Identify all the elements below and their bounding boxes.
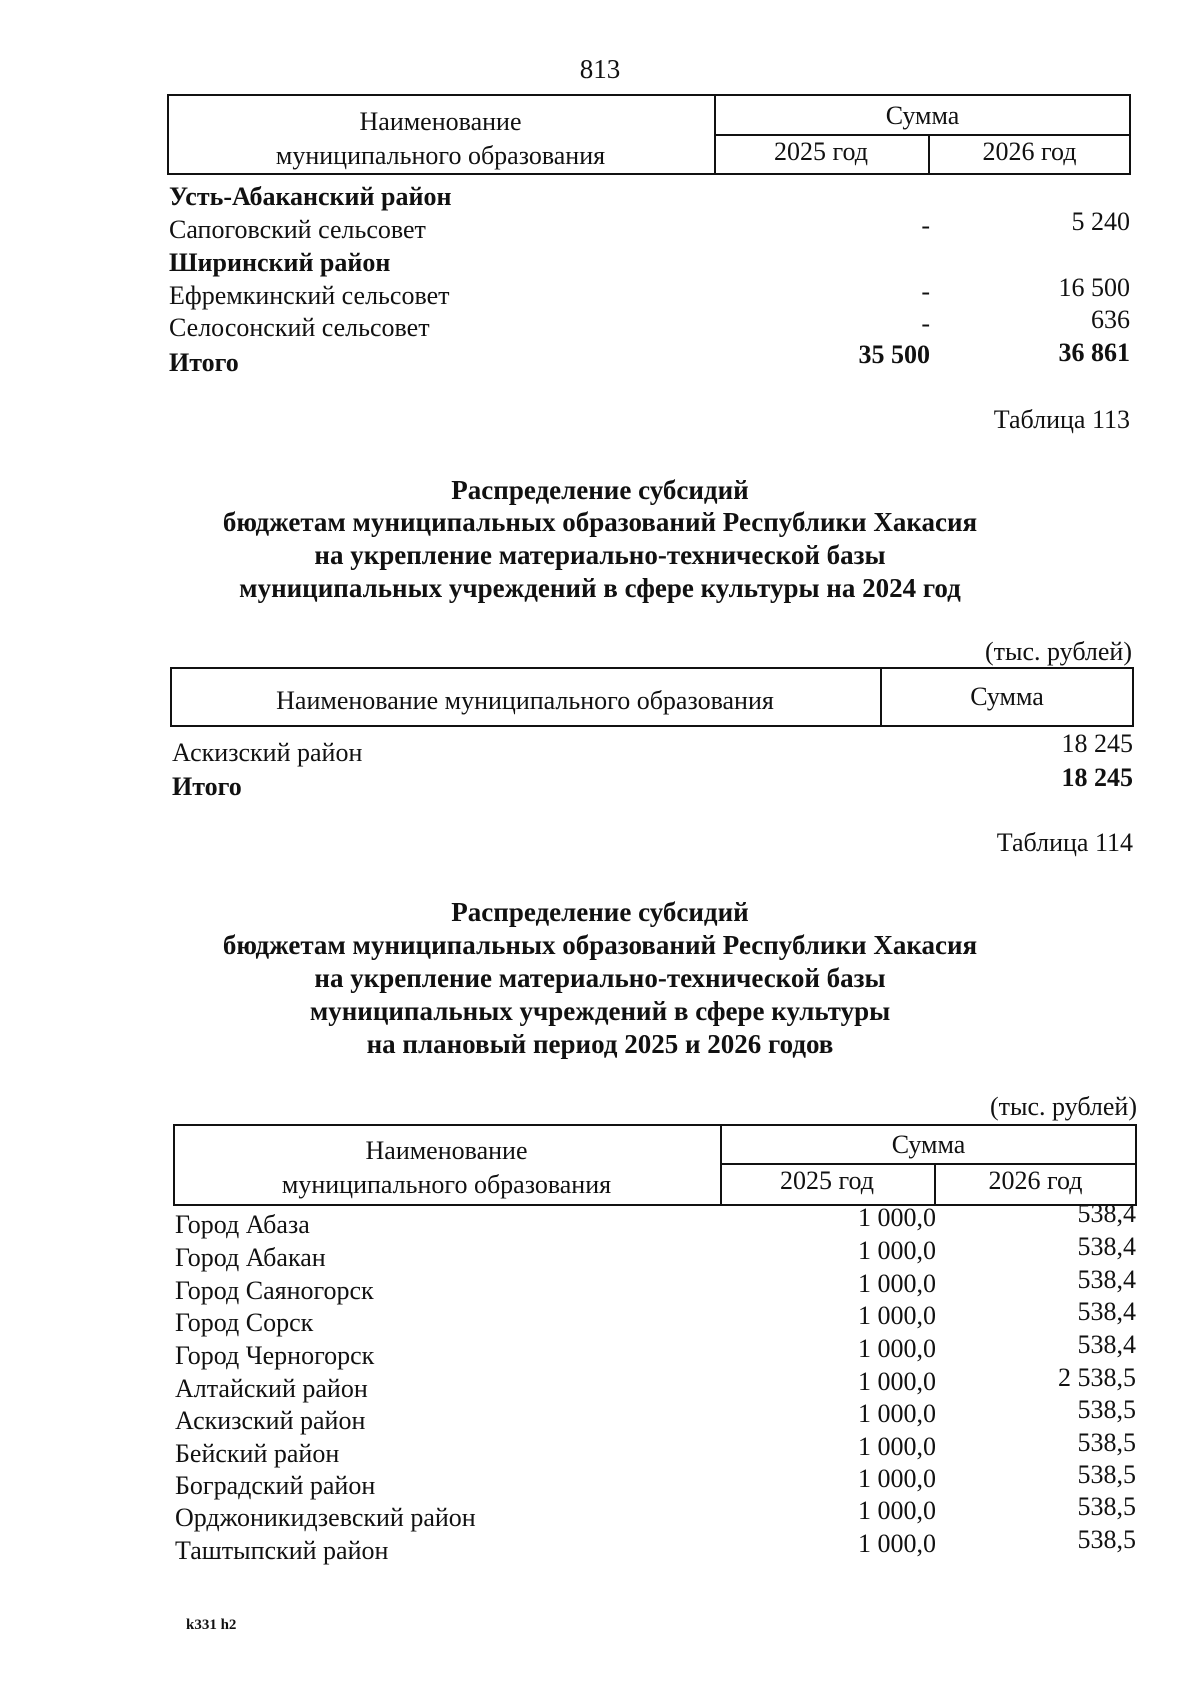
table-row-value-2026: 2 538,5 <box>1058 1363 1136 1392</box>
table-row-name: Аскизский район <box>175 1406 366 1435</box>
units-label: (тыс. рублей) <box>989 1092 1137 1121</box>
table-row-value-2025: 1 000,0 <box>858 1236 936 1265</box>
table-row-value-2026: 538,5 <box>1077 1395 1136 1424</box>
table-row-name: Селосонский сельсовет <box>169 313 430 342</box>
table-row-value-2025: 1 000,0 <box>858 1496 936 1525</box>
table-row-name: Город Саяногорск <box>175 1276 374 1305</box>
table-row-name: Город Черногорск <box>175 1341 375 1370</box>
header-name-line2: муниципального образования <box>281 1170 612 1199</box>
table-row-value-2025: 1 000,0 <box>858 1367 936 1396</box>
table-row-value-2026: 36 861 <box>1058 338 1130 367</box>
table-row-value-2026: 538,5 <box>1077 1460 1136 1489</box>
table-caption: Таблица 113 <box>993 405 1130 434</box>
table-row-name: Таштыпский район <box>175 1536 389 1565</box>
table-row-value-2026: 538,4 <box>1077 1232 1136 1261</box>
table-title-line: бюджетам муниципальных образований Республики Хакасия <box>222 507 978 537</box>
table-title-line: муниципальных учреждений в сфере культуры <box>309 996 891 1026</box>
header-year-2026: 2026 год <box>988 1166 1083 1195</box>
table-row-value-2025: - <box>921 277 930 306</box>
table-row-value-2026: 538,4 <box>1077 1265 1136 1294</box>
header-name: Наименование муниципального образования <box>276 686 774 715</box>
header-name-line1: Наименование <box>359 107 522 136</box>
table-row-value-2026: 538,5 <box>1077 1492 1136 1521</box>
table-title-line: Распределение субсидий <box>451 475 749 505</box>
header-name-line2: муниципального образования <box>275 141 606 170</box>
table-row-name: Итого <box>172 772 242 801</box>
header-name-line1: Наименование <box>365 1136 528 1165</box>
table-title-line: муниципальных учреждений в сфере культуры на 2024 год <box>239 573 961 603</box>
table-row-value-2026: 5 240 <box>1071 207 1130 236</box>
table-title-line: на плановый период 2025 и 2026 годов <box>366 1029 834 1059</box>
table-row-name: Алтайский район <box>175 1374 368 1403</box>
table-row-name: Аскизский район <box>172 738 363 767</box>
table-row-name: Итого <box>169 348 239 377</box>
table-row-value-2026: 538,4 <box>1077 1297 1136 1326</box>
table-title-line: бюджетам муниципальных образований Республики Хакасия <box>222 930 978 960</box>
table-caption: Таблица 114 <box>996 828 1133 857</box>
table-row-value-2025: 1 000,0 <box>858 1432 936 1461</box>
page-number: 813 <box>579 54 621 84</box>
table-row-value-2025: 1 000,0 <box>858 1203 936 1232</box>
table-row-name: Ширинский район <box>169 248 391 277</box>
table-title-line: на укрепление материально-технической базы <box>314 540 886 570</box>
table-row-value-2026: 538,4 <box>1077 1199 1136 1228</box>
table-title-line: Распределение субсидий <box>451 897 749 927</box>
header-year-2026: 2026 год <box>982 137 1077 166</box>
header-sum: Сумма <box>885 101 960 130</box>
table-row-value: 18 245 <box>1061 729 1133 758</box>
footer-code: k331 h2 <box>186 1617 237 1633</box>
header-sum: Сумма <box>970 682 1044 711</box>
table-row-value-2025: 1 000,0 <box>858 1464 936 1493</box>
table-row-value-2026: 538,5 <box>1077 1525 1136 1554</box>
table-row-value-2025: - <box>921 309 930 338</box>
header-year-2025: 2025 год <box>780 1166 874 1195</box>
table-row-value-2026: 636 <box>1091 305 1130 334</box>
table-row-name: Город Абакан <box>175 1243 326 1272</box>
table-row-value-2026: 16 500 <box>1058 273 1130 302</box>
table-row-value-2025: 1 000,0 <box>858 1269 936 1298</box>
table-row-value-2025: 1 000,0 <box>858 1301 936 1330</box>
table-row-name: Сапоговский сельсовет <box>169 215 426 244</box>
table-row-name: Город Сорск <box>175 1308 314 1337</box>
table-row-name: Боградский район <box>175 1471 376 1500</box>
header-year-2025: 2025 год <box>774 137 868 166</box>
table-row-value-2025: - <box>921 211 930 240</box>
table-row-name: Орджоникидзевский район <box>175 1503 476 1532</box>
units-label: (тыс. рублей) <box>984 637 1132 666</box>
header-sum: Сумма <box>891 1130 966 1159</box>
table-row-value-2025: 1 000,0 <box>858 1334 936 1363</box>
table-row-name: Бейский район <box>175 1439 340 1468</box>
table-row-name: Город Абаза <box>175 1210 310 1239</box>
table-row-name: Усть-Абаканский район <box>169 182 452 211</box>
table-row-value: 18 245 <box>1061 763 1133 792</box>
table-row-name: Ефремкинский сельсовет <box>169 281 450 310</box>
table-row-value-2025: 1 000,0 <box>858 1529 936 1558</box>
table-row-value-2025: 35 500 <box>858 340 930 369</box>
table-title-line: на укрепление материально-технической базы <box>314 963 886 993</box>
table-row-value-2026: 538,4 <box>1077 1330 1136 1359</box>
table-row-value-2026: 538,5 <box>1077 1428 1136 1457</box>
table-row-value-2025: 1 000,0 <box>858 1399 936 1428</box>
